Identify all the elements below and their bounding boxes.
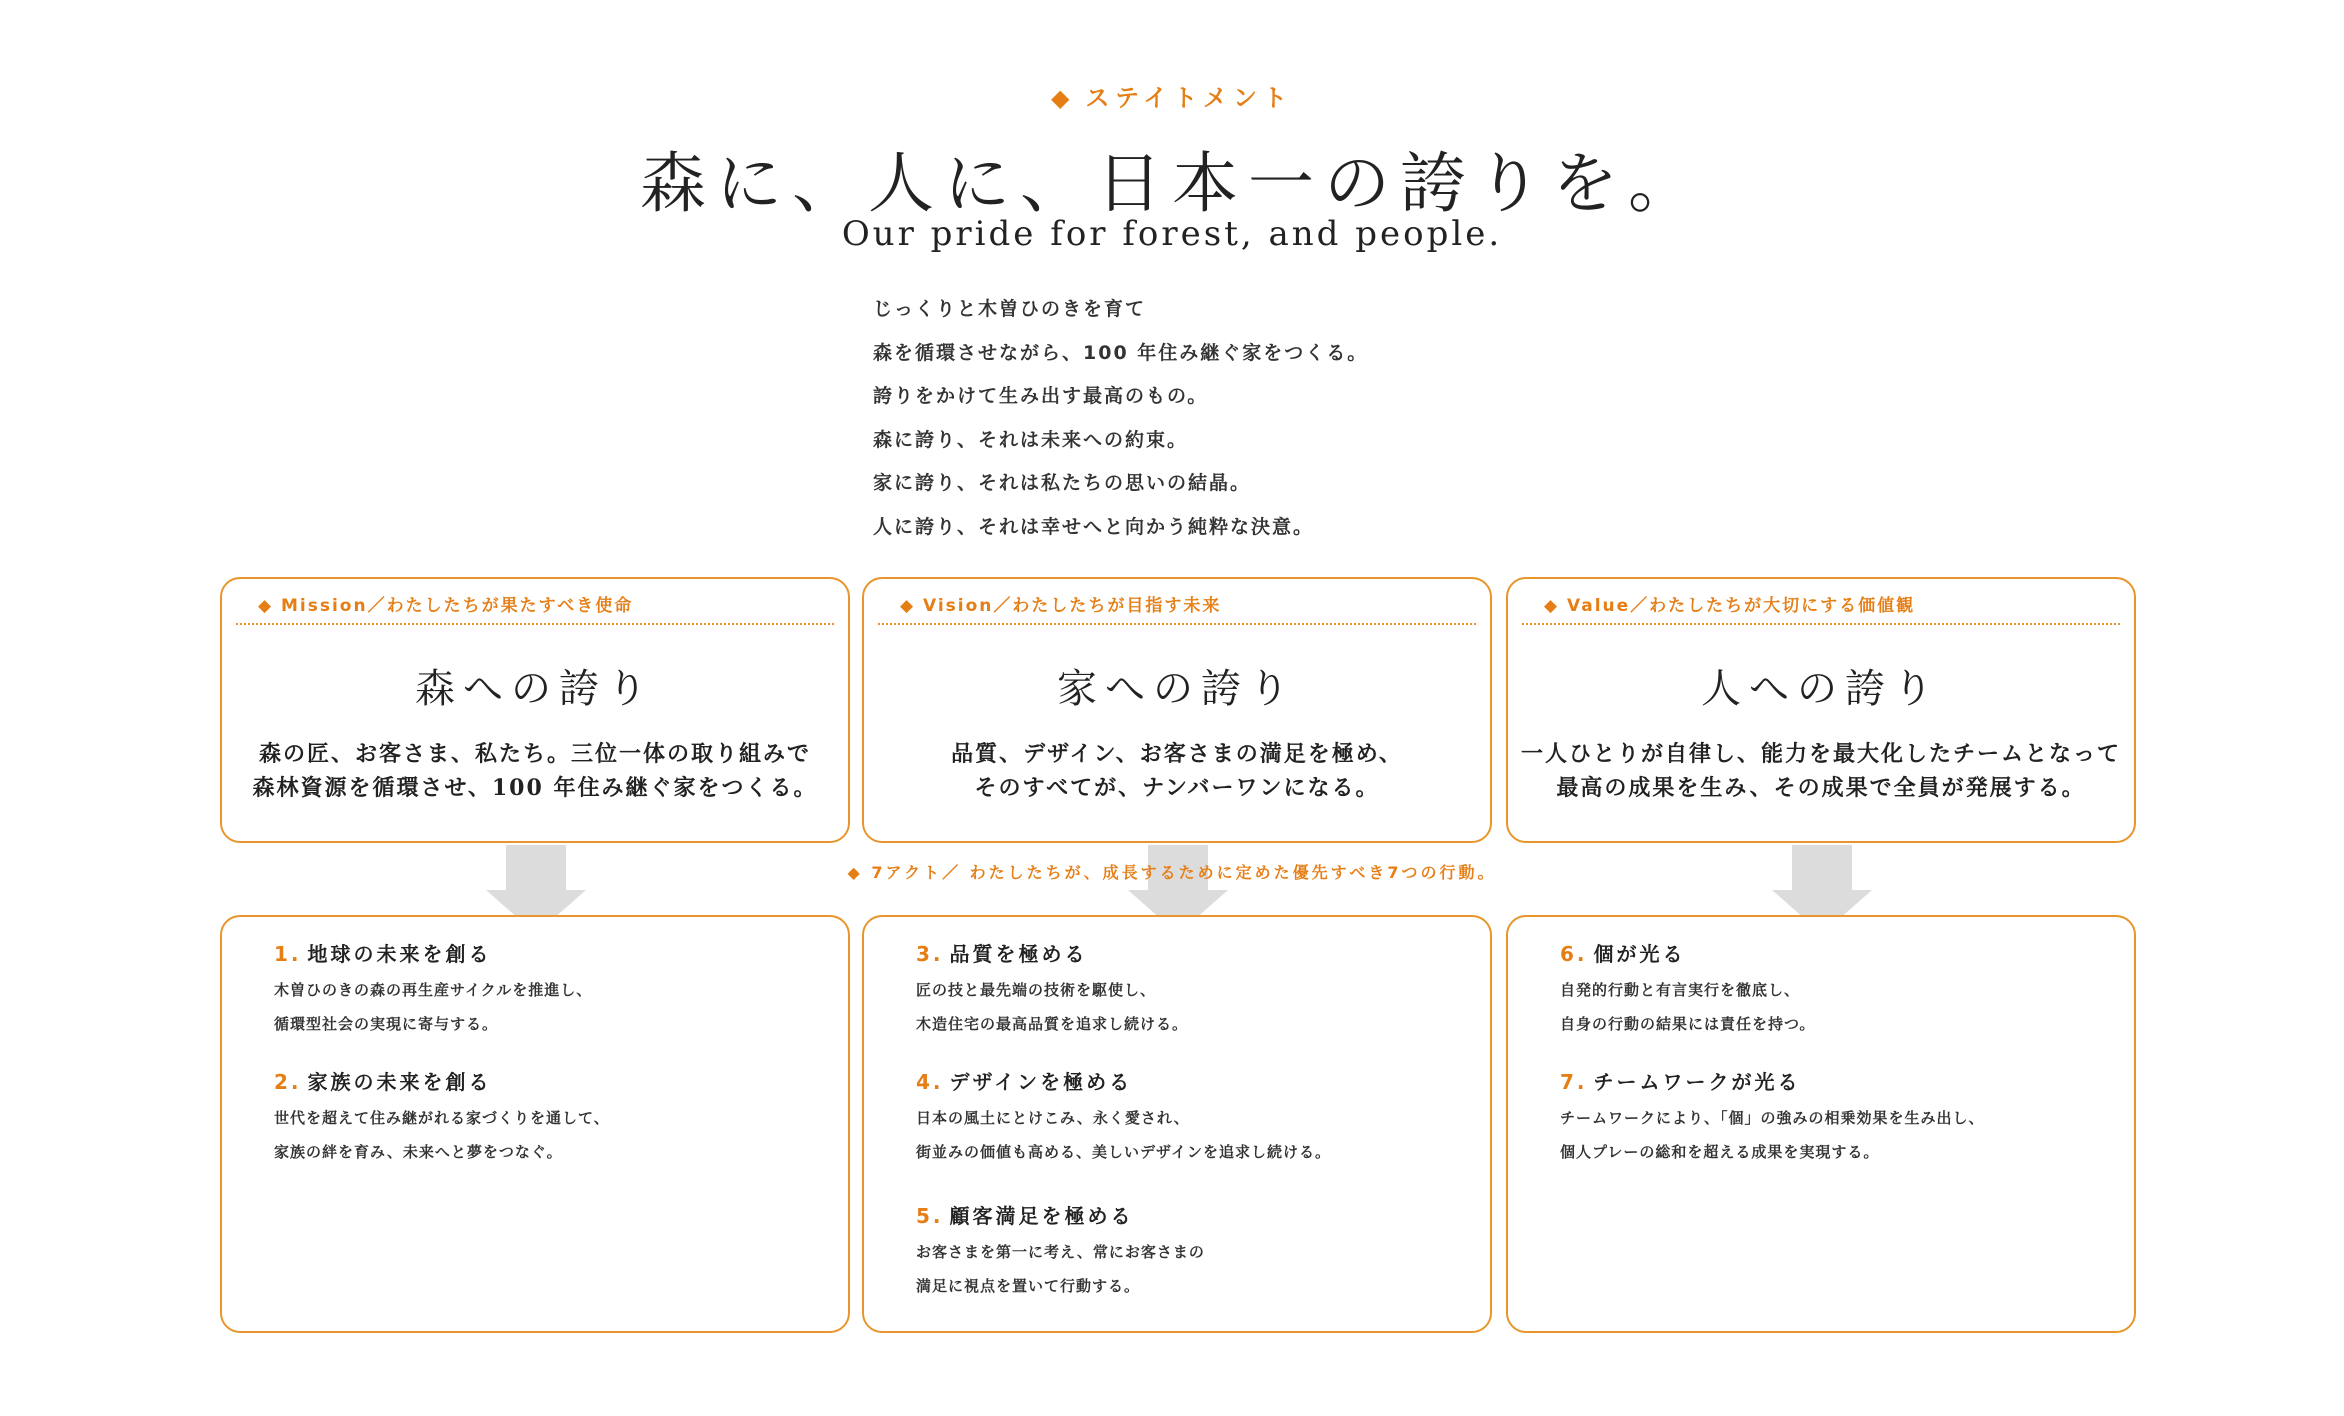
acts-label-text: 7アクト／ わたしたちが、成長するために定めた優先すべき7つの行動。 [871, 863, 1497, 882]
act-title [1560, 939, 1815, 969]
act-desc [1560, 973, 1815, 1041]
vision-body-line: 品質、デザイン、お客さまの満足を極め、 [951, 741, 1403, 767]
act-item [916, 939, 1188, 1041]
act-title-text: デザインを極める [949, 1070, 1133, 1094]
act-desc [1560, 1101, 1985, 1169]
act-item [274, 1067, 610, 1169]
act-title [1560, 1067, 1985, 1097]
act-desc-line: チームワークにより、「個」の強みの相乗効果を生み出し、 [1560, 1109, 1985, 1127]
mission-card-body [222, 737, 848, 805]
act-desc-line: 自身の行動の結果には責任を持つ。 [1560, 1015, 1816, 1033]
eyebrow-label: ステイトメント [1085, 84, 1294, 112]
act-title-text: 品質を極める [949, 942, 1088, 966]
act-item [1560, 939, 1815, 1041]
act-title [274, 939, 592, 969]
statement-line: 森を循環させながら、100 年住み継ぐ家をつくる。 [873, 341, 1369, 364]
act-desc-line: 匠の技と最先端の技術を駆使し、 [916, 981, 1157, 999]
act-number: 5. [916, 1204, 944, 1228]
act-desc-line: 自発的行動と有言実行を徹底し、 [1560, 981, 1801, 999]
act-desc-line: お客さまを第一に考え、常にお客さまの [916, 1243, 1205, 1261]
act-desc [916, 1101, 1331, 1169]
acts-card-2 [862, 915, 1492, 1333]
mission-heading-label: Mission／わたしたちが果たすべき使命 [281, 596, 634, 616]
act-title-text: 顧客満足を極める [949, 1204, 1134, 1228]
act-title-text: 個が光る [1593, 942, 1686, 966]
act-item [916, 1067, 1331, 1169]
act-number: 3. [916, 942, 944, 966]
act-desc [274, 1101, 610, 1169]
act-title-text: 地球の未来を創る [307, 942, 492, 966]
act-desc-line: 木曽ひのきの森の再生産サイクルを推進し、 [274, 981, 593, 999]
acts-card-1 [220, 915, 850, 1333]
act-number: 2. [274, 1070, 302, 1094]
act-desc-line: 個人プレーの総和を超える成果を実現する。 [1560, 1143, 1880, 1161]
diamond-icon: ◆ [1050, 84, 1076, 112]
value-body-line: 一人ひとりが自律し、能力を最大化したチームとなって [1520, 741, 2121, 767]
act-title [274, 1067, 610, 1097]
diamond-icon: ◆ [900, 596, 916, 616]
act-number: 1. [274, 942, 302, 966]
diamond-icon: ◆ [1544, 596, 1560, 616]
vision-card [862, 577, 1492, 843]
page-title: 森に、人に、日本一の誇りを。 [640, 145, 1704, 222]
act-title [916, 1201, 1205, 1231]
statement-line: 家に誇り、それは私たちの思いの結晶。 [873, 472, 1252, 494]
statement-line: 誇りをかけて生み出す最高のもの。 [873, 385, 1209, 407]
vision-card-heading [878, 593, 1476, 625]
statement-line: 人に誇り、それは幸せへと向かう純粋な決意。 [873, 515, 1315, 538]
act-item [274, 939, 592, 1041]
act-desc [274, 973, 592, 1041]
act-desc-line: 満足に視点を置いて行動する。 [916, 1277, 1141, 1295]
mission-body-line: 森の匠、お客さま、私たち。三位一体の取り組みで [258, 741, 811, 767]
act-title-text: チームワークが光る [1593, 1070, 1801, 1094]
vision-body-line: そのすべてが、ナンバーワンになる。 [974, 775, 1380, 801]
value-card-title: 人への誇り [1701, 666, 1941, 712]
act-desc [916, 1235, 1205, 1303]
statement-line: じっくりと木曽ひのきを育て [873, 298, 1147, 320]
diamond-icon: ◆ [847, 863, 863, 882]
act-title-text: 家族の未来を創る [307, 1070, 492, 1094]
diamond-icon: ◆ [258, 596, 274, 616]
acts-card-3 [1506, 915, 2136, 1333]
act-desc-line: 日本の風土にとけこみ、永く愛され、 [916, 1109, 1190, 1127]
value-card-heading [1522, 593, 2120, 625]
vision-card-title: 家への誇り [1057, 666, 1297, 712]
act-number: 6. [1560, 942, 1588, 966]
value-heading-label: Value／わたしたちが大切にする価値観 [1567, 596, 1916, 616]
mission-card [220, 577, 850, 843]
act-desc-line: 街並みの価値も高める、美しいデザインを追求し続ける。 [916, 1143, 1331, 1161]
mission-body-line: 森林資源を循環させ、100 年住み継ぐ家をつくる。 [252, 775, 818, 801]
act-title [916, 1067, 1331, 1097]
page-subtitle: Our pride for forest, and people. [841, 214, 1503, 254]
vision-card-body [864, 737, 1490, 805]
mission-card-heading [236, 593, 834, 625]
act-desc-line: 世代を超えて住み継がれる家づくりを通して、 [274, 1109, 610, 1127]
statement-text [873, 288, 1573, 549]
act-desc [916, 973, 1188, 1041]
act-number: 7. [1560, 1070, 1588, 1094]
acts-label [0, 860, 2344, 883]
value-body-line: 最高の成果を生み、その成果で全員が発展する。 [1556, 775, 2086, 801]
statement-line: 森に誇り、それは未来への約束。 [873, 428, 1189, 451]
act-number: 4. [916, 1070, 944, 1094]
act-item [1560, 1067, 1985, 1169]
act-item [916, 1201, 1205, 1303]
act-desc-line: 循環型社会の実現に寄与する。 [274, 1015, 499, 1033]
value-card-body [1508, 737, 2134, 805]
act-title [916, 939, 1188, 969]
act-desc-line: 家族の絆を育み、未来へと夢をつなぐ。 [274, 1143, 563, 1161]
section-eyebrow [0, 78, 2344, 113]
value-card [1506, 577, 2136, 843]
mission-card-title: 森への誇り [415, 666, 655, 712]
act-desc-line: 木造住宅の最高品質を追求し続ける。 [916, 1015, 1189, 1033]
vision-heading-label: Vision／わたしたちが目指す未来 [923, 596, 1222, 616]
